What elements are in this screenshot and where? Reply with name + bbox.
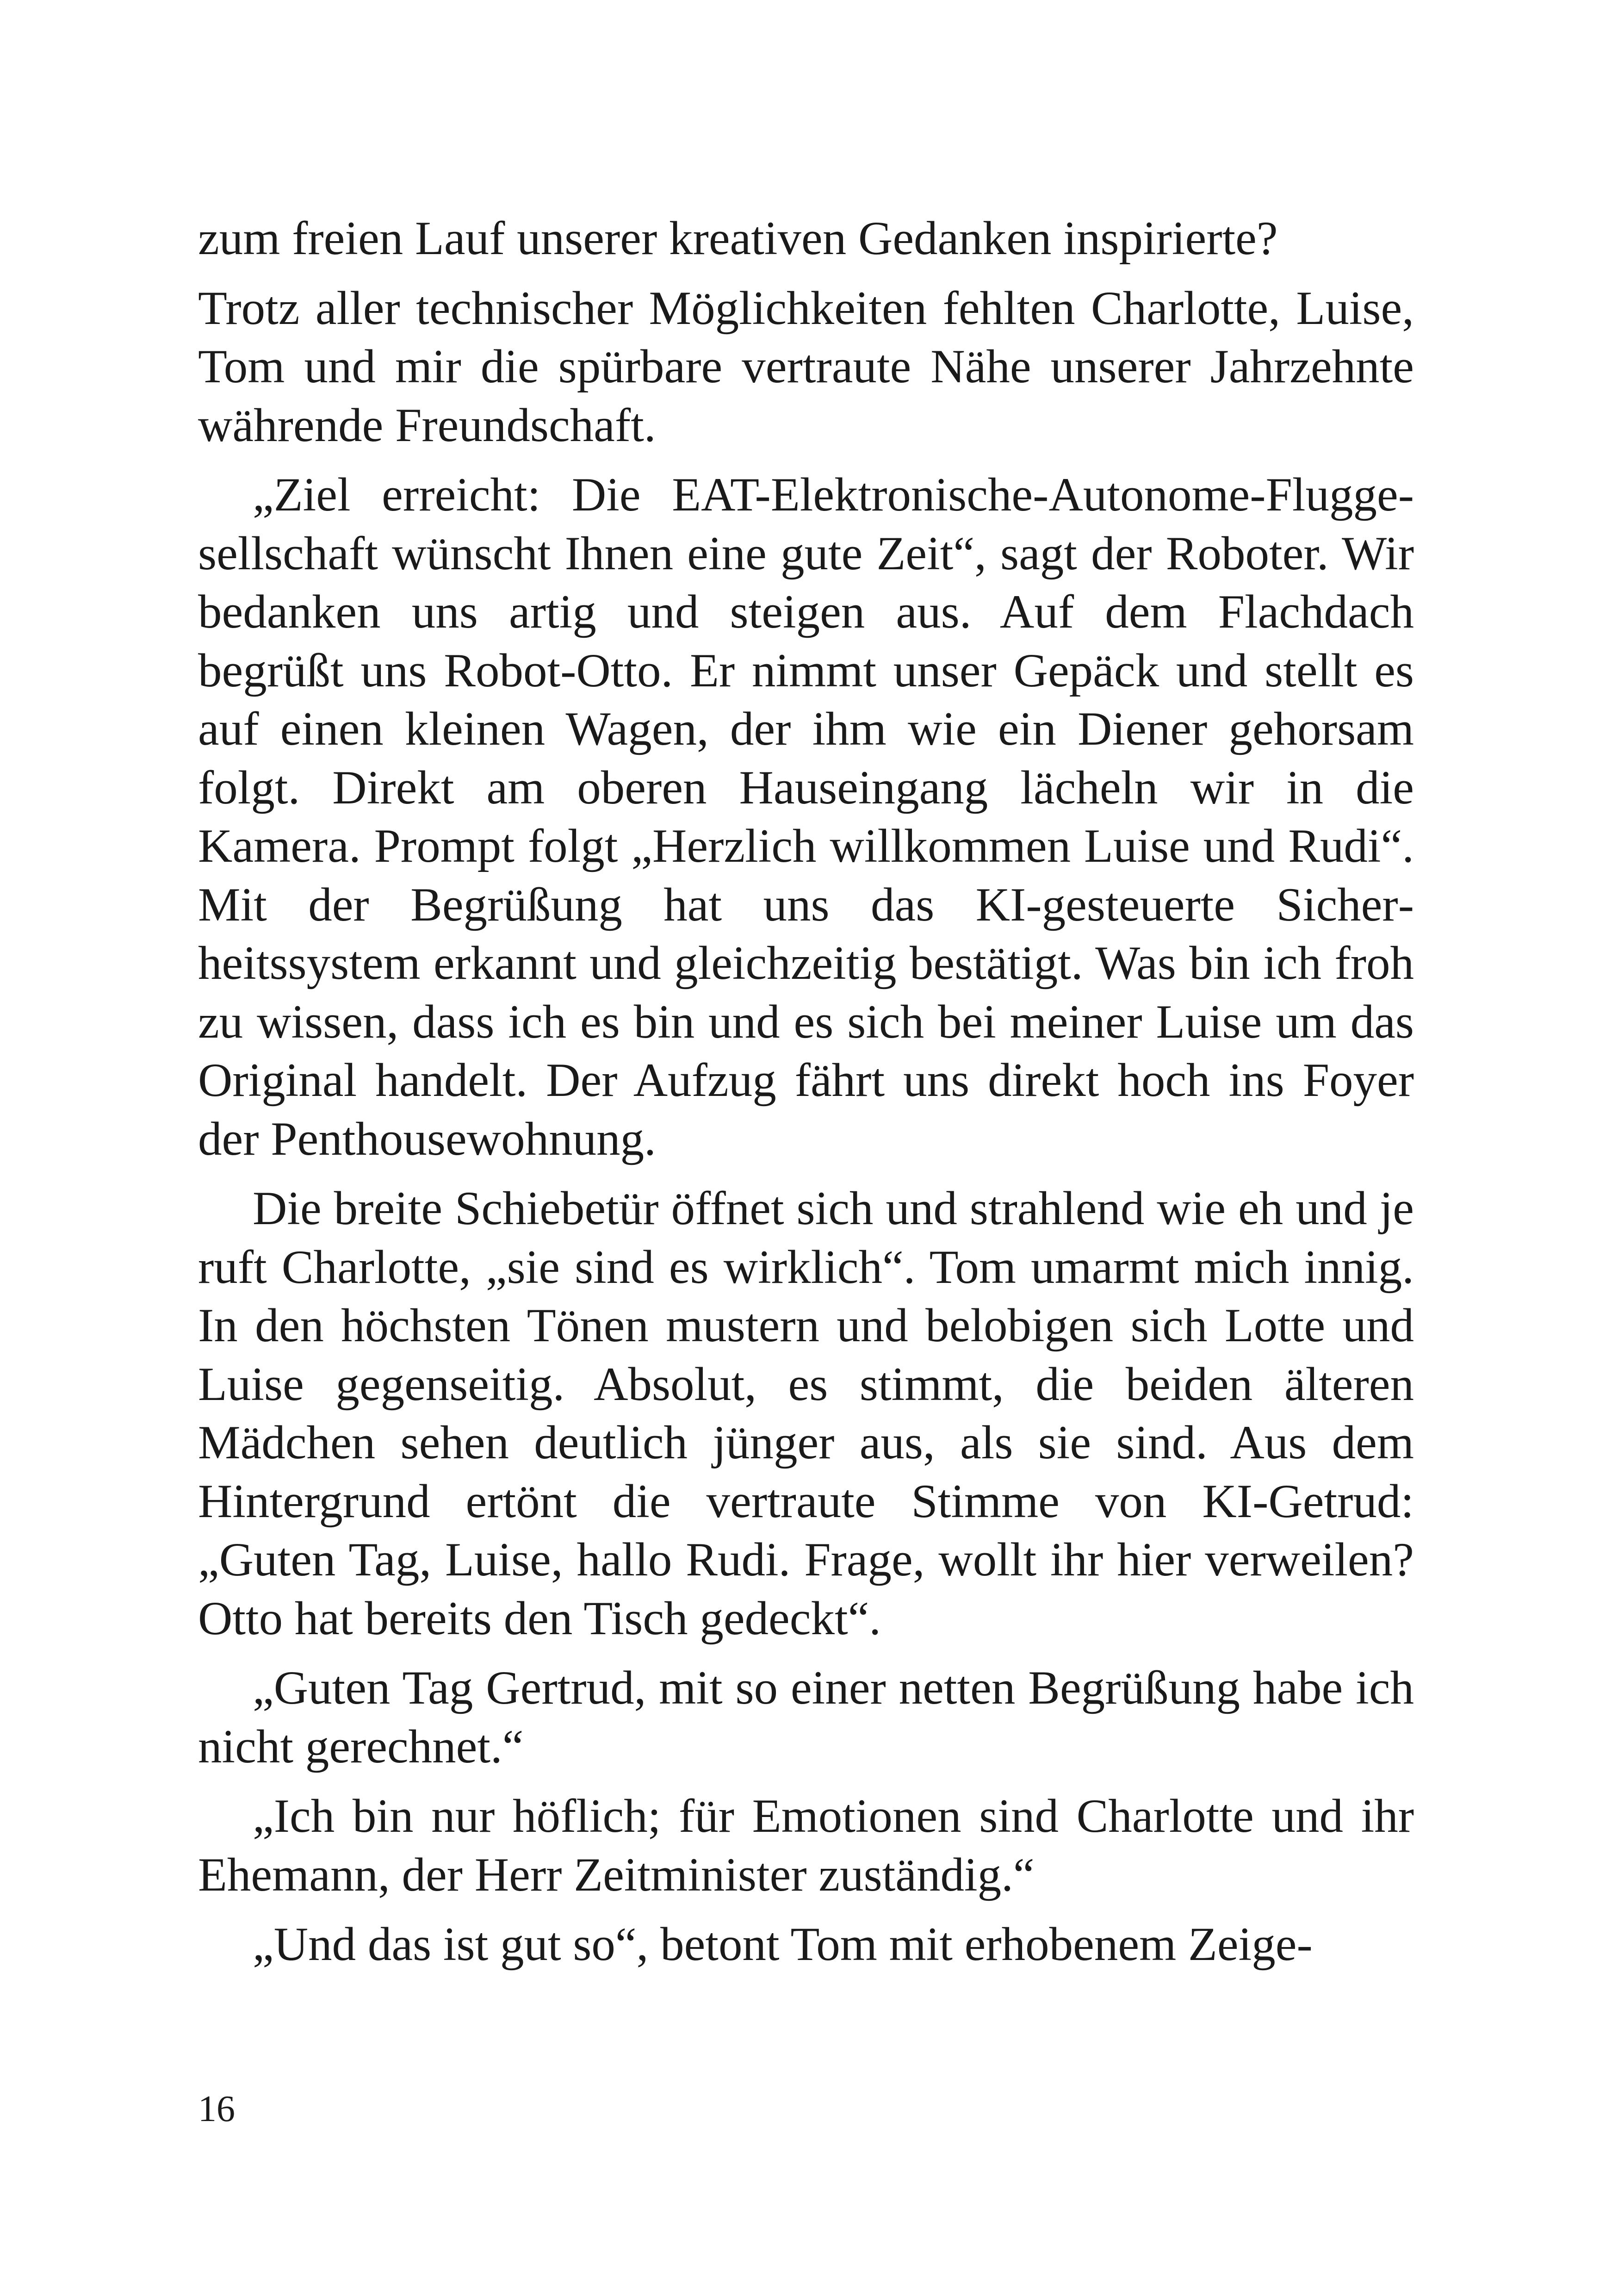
paragraph: „Ich bin nur höflich; für Emotionen sind Charlotte und ihr Ehemann, der Herr Zeitminister zuständig.“ (198, 1790, 1414, 1901)
paragraph: „Ziel erreicht: Die EAT-Elektronische-Autonome-Fluggesellschaft wünscht Ihnen eine gute Zeit“, sagt der Roboter. Wir bedanken uns artig und steigen aus. Auf dem Flachdach begrüßt uns Robot-Otto. Er nimmt unser Gepäck und stellt es auf einen kleinen Wagen, der ihm wie ein Diener gehorsam folgt. Direkt am oberen Hauseingang lächeln wir in die Kamera. Prompt folgt „Herzlich willkommen Luise und Rudi“. Mit der Begrüßung hat uns das KI-gesteuerte Sicherheitssystem erkannt und gleichzeitig bestätigt. Was bin ich froh zu wissen, dass ich es bin und es sich bei meiner Luise um das Original handelt. Der Aufzug fährt uns direkt hoch ins Foyer der Penthousewohnung. (198, 468, 1414, 1165)
body-text (198, 209, 1414, 1985)
page-number: 16 (198, 2089, 235, 2129)
paragraph: Trotz aller technischer Möglichkeiten fehlten Charlotte, Luise, Tom und mir die spürbare vertraute Nähe unserer Jahrzehnte währende Freundschaft. (198, 281, 1414, 452)
paragraph: zum freien Lauf unserer kreativen Gedanken inspirierte? (198, 212, 1278, 265)
paragraph: Die breite Schiebetür öffnet sich und strahlend wie eh und je ruft Charlotte, „sie sind es wirklich“. Tom umarmt mich innig. In den höchsten Tönen mustern und belobigen sich Lotte und Luise gegenseitig. Absolut, es stimmt, die beiden älteren Mädchen sehen deutlich jünger aus, als sie sind. Aus dem Hintergrund ertönt die vertraute Stimme von KI-Getrud: „Guten Tag, Luise, hallo Rudi. Frage, wollt ihr hier verweilen? Otto hat bereits den Tisch gedeckt“. (198, 1182, 1414, 1645)
paragraph: „Guten Tag Gertrud, mit so einer netten Begrüßung habe ich nicht gerechnet.“ (198, 1661, 1414, 1773)
paragraph: „Und das ist gut so“, betont Tom mit erhobenem Zeige- (253, 1918, 1313, 1971)
